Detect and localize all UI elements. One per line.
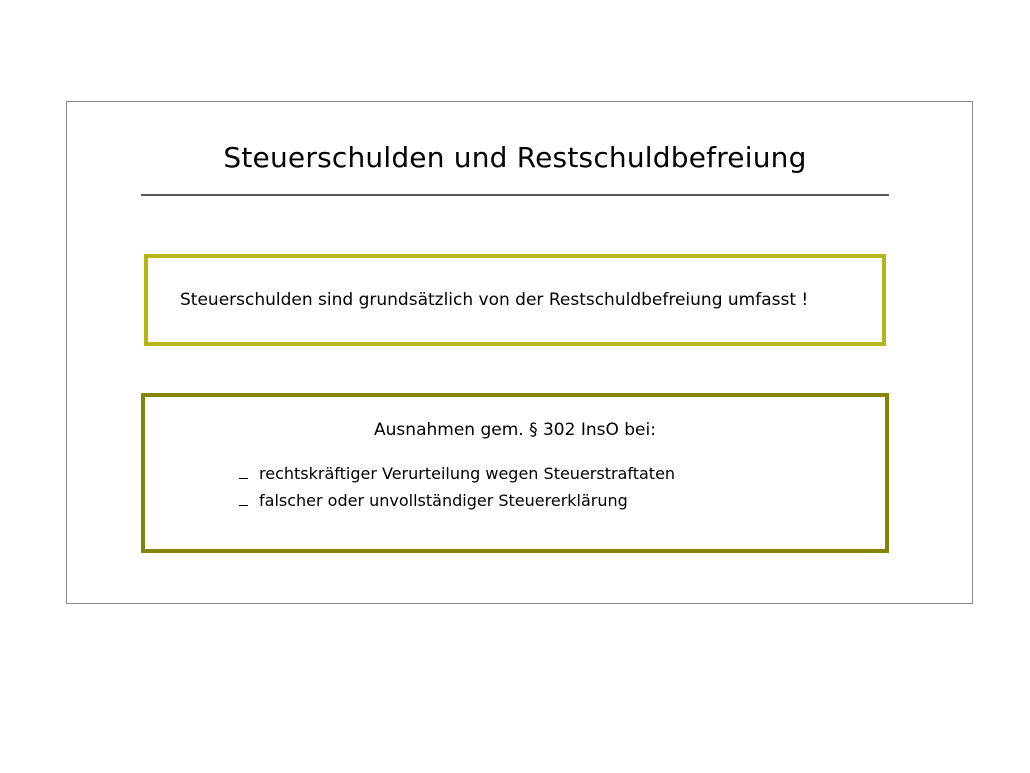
list-item-label: rechtskräftiger Verurteilung wegen Steuerstraftaten xyxy=(259,464,676,483)
list-item xyxy=(239,460,675,487)
exceptions-box xyxy=(141,393,889,553)
exceptions-heading: Ausnahmen gem. § 302 InsO bei: xyxy=(374,420,656,440)
dash-bullet-icon xyxy=(239,478,248,479)
statement-text: Steuerschulden sind grundsätzlich von der Restschuldbefreiung umfasst ! xyxy=(180,290,809,310)
title-divider xyxy=(141,194,889,196)
statement-box xyxy=(144,254,886,346)
exceptions-list xyxy=(239,460,675,514)
list-item xyxy=(239,487,675,514)
slide-title: Steuerschulden und Restschuldbefreiung xyxy=(223,141,807,174)
dash-bullet-icon xyxy=(239,505,248,506)
list-item-label: falscher oder unvollständiger Steuererklärung xyxy=(259,491,628,510)
